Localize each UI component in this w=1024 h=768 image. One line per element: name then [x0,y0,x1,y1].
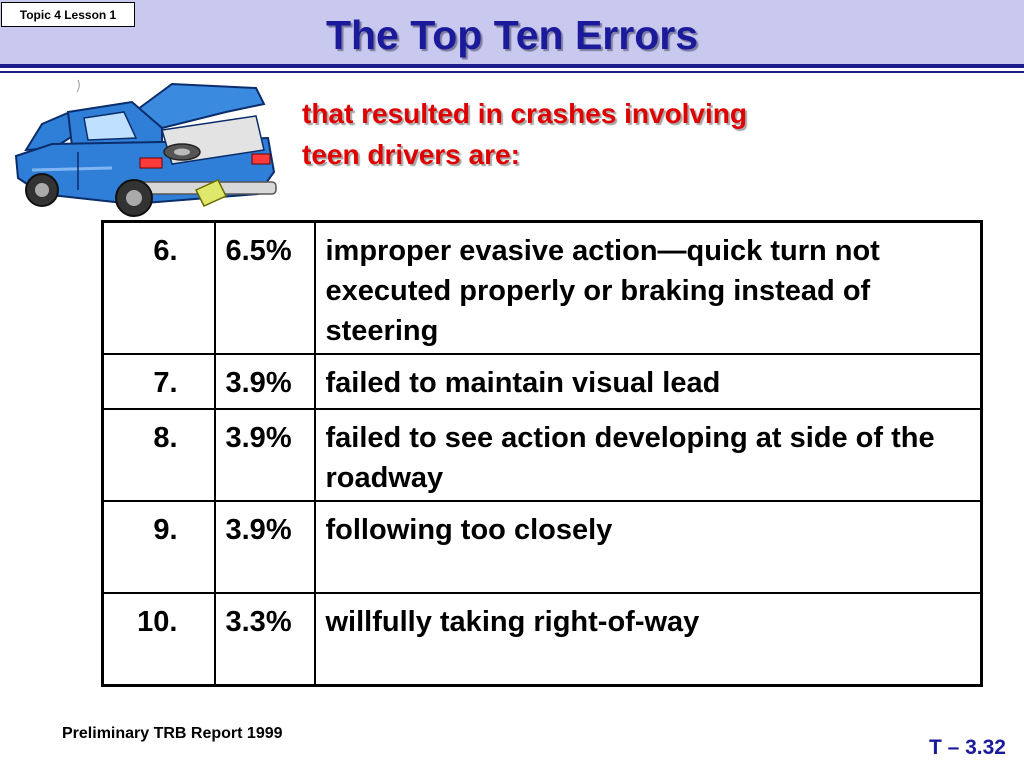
percent-cell: 6.5% [215,222,315,355]
subtitle-line-1: that resulted in crashes involving [302,98,748,129]
description-cell: improper evasive action—quick turn not executed properly or braking instead of steering [315,222,982,355]
percent-cell: 3.9% [215,501,315,593]
rank-cell: 8. [103,409,215,501]
subtitle-line-2: teen drivers are: [302,139,520,170]
errors-table [101,220,983,687]
table-row [103,409,982,501]
topic-tag: Topic 4 Lesson 1 [1,2,135,27]
table-row [103,222,982,355]
description-cell: failed to see action developing at side of the roadway [315,409,982,501]
rank-cell: 6. [103,222,215,355]
table-row [103,501,982,593]
rank-cell: 7. [103,354,215,409]
percent-cell: 3.9% [215,409,315,501]
slide-title: The Top Ten Errors [325,12,699,58]
slide-number: T – 3.32 [928,736,1006,759]
percent-cell: 3.3% [215,593,315,685]
table-row [103,354,982,409]
broken-down-car-icon [12,72,278,218]
source-citation: Preliminary TRB Report 1999 [62,725,283,742]
percent-cell: 3.9% [215,354,315,409]
rank-cell: 10. [103,593,215,685]
slide-subtitle [302,93,902,175]
header-rule-thick [0,64,1024,68]
rank-cell: 9. [103,501,215,593]
description-cell: willfully taking right-of-way [315,593,982,685]
table-row [103,593,982,685]
description-cell: following too closely [315,501,982,593]
description-cell: failed to maintain visual lead [315,354,982,409]
